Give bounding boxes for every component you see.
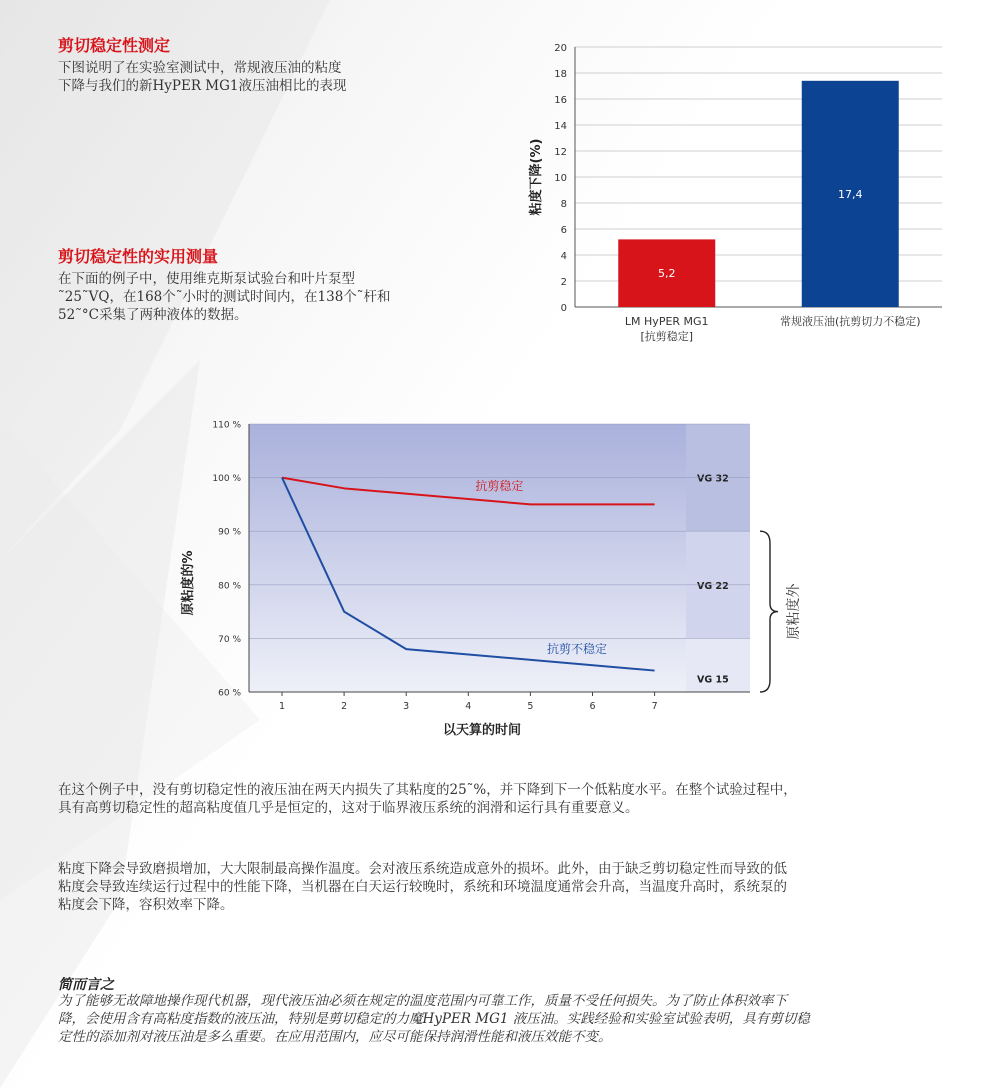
- y-tick-label: 18: [554, 69, 567, 80]
- x-tick-label: 6: [589, 701, 596, 712]
- plot-area-background: [249, 424, 686, 692]
- text-line: ˜25˜VQ，在168个˜小时的测试时间内，在138个˜杆和: [58, 289, 391, 305]
- bracket-label: 原粘度外: [786, 583, 802, 640]
- y-tick-label: 20: [554, 43, 567, 54]
- text-line: 下图说明了在实验室测试中，常规液压油的粘度: [58, 60, 342, 76]
- text-line: 52˜°C采集了两种液体的数据。: [58, 307, 248, 323]
- x-tick-label: 7: [651, 701, 658, 712]
- bar-value-label: 17,4: [838, 187, 863, 201]
- y-tick-label: 10: [554, 173, 567, 184]
- viscosity-class-label: VG 22: [697, 580, 729, 592]
- text-line: 粘度下降会导致磨损增加，大大限制最高操作温度。会对液压系统造成意外的损坏。此外，由于缺乏剪切稳定性而导致的低: [58, 861, 787, 877]
- y-tick-label: 6: [560, 225, 567, 236]
- y-tick-label: 16: [554, 95, 567, 106]
- section2-text: [58, 270, 391, 324]
- bar-value-label: 5,2: [658, 267, 676, 281]
- y-tick-label: 80 %: [218, 581, 241, 592]
- category-label: 常规液压油(抗剪切力不稳定): [779, 315, 921, 328]
- viscosity-class-label: VG 32: [697, 473, 729, 485]
- text-line: 粘度会导致连续运行过程中的性能下降，当机器在白天运行较晚时，系统和环境温度通常会升高，当温度升高时，系统泵的: [58, 879, 787, 895]
- bracket: [760, 531, 778, 692]
- paragraph-example: [58, 781, 928, 817]
- y-axis-title: 原粘度的%: [181, 550, 196, 616]
- y-tick-label: 0: [560, 303, 567, 314]
- x-tick-label: 2: [341, 701, 348, 712]
- y-axis-title: 粘度下降(%): [529, 138, 544, 216]
- y-tick-label: 12: [554, 147, 567, 158]
- text-line: 定性的添加剂对液压油是多么重要。在应用范围内，应尽可能保持润滑性能和液压效能不变。: [58, 1029, 612, 1045]
- y-tick-label: 90 %: [218, 527, 241, 538]
- section1-text: [58, 59, 347, 95]
- y-tick-label: 100 %: [212, 474, 241, 485]
- text-line: 具有高剪切稳定性的超高粘度值几乎是恒定的，这对于临界液压系统的润滑和运行具有重要意义。: [58, 800, 639, 816]
- y-tick-label: 2: [560, 277, 567, 288]
- text-line: 在这个例子中，没有剪切稳定性的液压油在两天内损失了其粘度的25˜%，并下降到下一个低粘度水平。在整个试验过程中，: [58, 782, 797, 798]
- x-tick-label: 1: [278, 701, 286, 712]
- summary-text: [58, 992, 928, 1046]
- y-tick-label: 110 %: [212, 420, 241, 431]
- paragraph-viscosity-drop: [58, 860, 928, 914]
- viscosity-drop-bar-chart: [510, 30, 980, 360]
- section-title-shear-stability-test: 剪切稳定性测定: [58, 36, 171, 55]
- category-label: [抗剪稳定]: [640, 330, 694, 343]
- text-line: 为了能够无故障地操作现代机器，现代液压油必须在规定的温度范围内可靠工作，质量不受任何损失。为了防止体积效率下: [58, 993, 787, 1009]
- y-tick-label: 60 %: [218, 688, 241, 699]
- summary-title: 简而言之: [58, 977, 114, 993]
- section-title-practical-measurement: 剪切稳定性的实用测量: [58, 247, 219, 266]
- x-tick-label: 4: [465, 701, 472, 712]
- text-line: 在下面的例子中，使用维克斯泵试验台和叶片泵型: [58, 271, 355, 287]
- category-label: LM HyPER MG1: [624, 315, 709, 328]
- text-line: 下降与我们的新HyPER MG1液压油相比的表现: [58, 78, 347, 94]
- y-tick-label: 70 %: [218, 634, 241, 645]
- series-label-shear-stable: 抗剪稳定: [475, 478, 524, 493]
- x-tick-label: 5: [527, 701, 534, 712]
- series-label-shear-unstable: 抗剪不稳定: [546, 641, 607, 656]
- y-tick-label: 4: [560, 251, 567, 262]
- text-line: 降，会使用含有高粘度指数的液压油，特别是剪切稳定的力魔HyPER MG1 液压油。实践经验和实验室试验表明，具有剪切稳: [58, 1011, 810, 1027]
- text-line: 粘度会下降，容积效率下降。: [58, 897, 234, 913]
- viscosity-over-time-line-chart: [170, 408, 830, 748]
- y-tick-label: 8: [560, 199, 567, 210]
- y-tick-label: 14: [554, 121, 567, 132]
- viscosity-class-label: VG 15: [697, 674, 729, 686]
- x-tick-label: 3: [403, 701, 410, 712]
- x-axis-title: 以天算的时间: [442, 723, 522, 738]
